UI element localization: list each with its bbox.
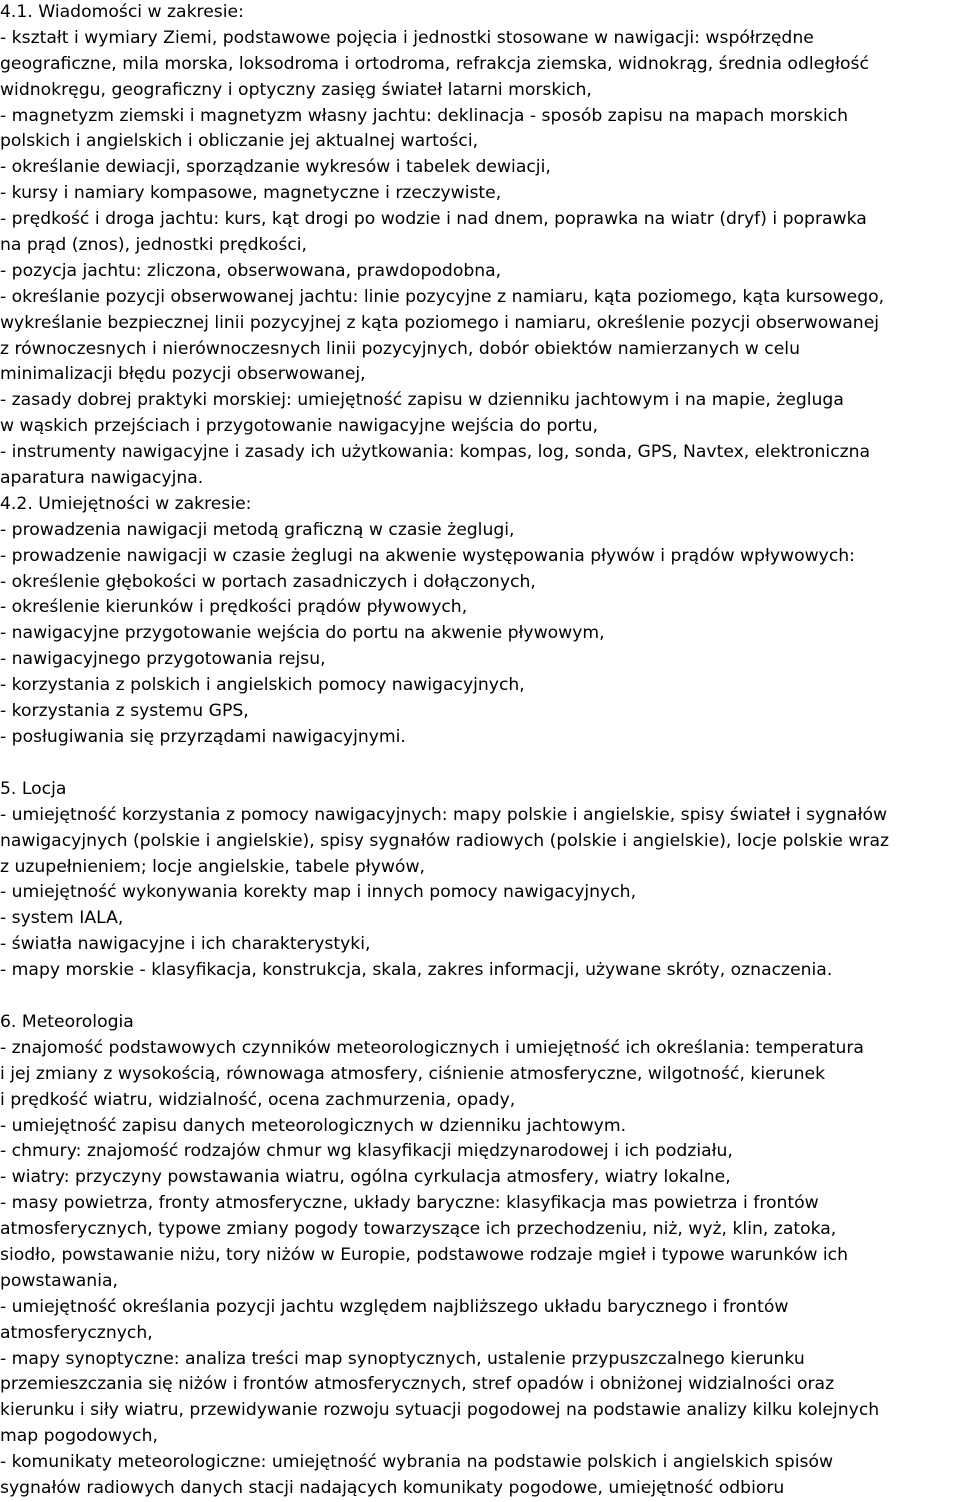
text-line bbox=[0, 751, 960, 777]
text-line: kierunku i siły wiatru, przewidywanie rozwoju sytuacji pogodowej na podstawie analizy kilku kolejnych bbox=[0, 1400, 880, 1421]
text-line: - znajomość podstawowych czynników meteorologicznych i umiejętność ich określania: temperatura bbox=[0, 1037, 864, 1058]
text-line: - magnetyzm ziemski i magnetyzm własny jachtu: deklinacja - sposób zapisu na mapach morskich bbox=[0, 105, 849, 126]
text-line: - określenie głębokości w portach zasadniczych i dołączonych, bbox=[0, 571, 536, 592]
text-line bbox=[0, 984, 960, 1010]
text-line: - system IALA, bbox=[0, 908, 124, 929]
text-line: 6. Meteorologia bbox=[0, 1011, 134, 1032]
text-line: - masy powietrza, fronty atmosferyczne, układy baryczne: klasyfikacja mas powietrza i frontów bbox=[0, 1193, 819, 1214]
text-line: aparatura nawigacyjna. bbox=[0, 468, 204, 489]
text-line: - prędkość i droga jachtu: kurs, kąt drogi po wodzie i nad dnem, poprawka na wiatr (dryf) i poprawka bbox=[0, 209, 867, 230]
text-line: - umiejętność określania pozycji jachtu względem najbliższego układu barycznego i frontów bbox=[0, 1296, 789, 1317]
text-line: - określenie kierunków i prędkości prądów pływowych, bbox=[0, 597, 468, 618]
text-line: atmosferycznych, typowe zmiany pogody towarzyszące ich przechodzeniu, niż, wyż, klin, zatoka, bbox=[0, 1219, 837, 1240]
text-line: 5. Locja bbox=[0, 778, 67, 799]
text-line: - zasady dobrej praktyki morskiej: umiejętność zapisu w dzienniku jachtowym i na mapie, żegluga bbox=[0, 390, 844, 411]
text-line: przemieszczania się niżów i frontów atmosferycznych, stref opadów i obniżonej widzialności oraz bbox=[0, 1374, 835, 1395]
text-line: - mapy morskie - klasyfikacja, konstrukcja, skala, zakres informacji, używane skróty, oznaczenia. bbox=[0, 960, 833, 981]
text-line: powstawania, bbox=[0, 1270, 118, 1291]
text-line: - prowadzenia nawigacji metodą graficzną w czasie żeglugi, bbox=[0, 519, 515, 540]
text-line: minimalizacji błędu pozycji obserwowanej, bbox=[0, 364, 366, 385]
text-line: - umiejętność korzystania z pomocy nawigacyjnych: mapy polskie i angielskie, spisy świateł i sygnałów bbox=[0, 804, 888, 825]
text-line: atmosferycznych, bbox=[0, 1322, 153, 1343]
text-line: - nawigacyjnego przygotowania rejsu, bbox=[0, 649, 326, 670]
text-line: - korzystania z polskich i angielskich pomocy nawigacyjnych, bbox=[0, 675, 525, 696]
text-line: - światła nawigacyjne i ich charakterystyki, bbox=[0, 934, 371, 955]
text-line: - mapy synoptyczne: analiza treści map synoptycznych, ustalenie przypuszczalnego kierunku bbox=[0, 1348, 805, 1369]
text-line: - kursy i namiary kompasowe, magnetyczne i rzeczywiste, bbox=[0, 183, 502, 204]
text-line: - określanie dewiacji, sporządzanie wykresów i tabelek dewiacji, bbox=[0, 157, 551, 178]
text-line: - posługiwania się przyrządami nawigacyjnymi. bbox=[0, 726, 406, 747]
text-line: - korzystania z systemu GPS, bbox=[0, 701, 249, 722]
text-line: nawigacyjnych (polskie i angielskie), spisy sygnałów radiowych (polskie i angielskie), locje polskie wraz bbox=[0, 830, 889, 851]
text-line: i jej zmiany z wysokością, równowaga atmosfery, ciśnienie atmosferyczne, wilgotność, kierunek bbox=[0, 1063, 826, 1084]
text-line: - instrumenty nawigacyjne i zasady ich użytkowania: kompas, log, sonda, GPS, Navtex, elektroniczna bbox=[0, 442, 871, 463]
text-line: - kształt i wymiary Ziemi, podstawowe pojęcia i jednostki stosowane w nawigacji: współrzędne bbox=[0, 27, 814, 48]
text-line: i prędkość wiatru, widzialność, ocena zachmurzenia, opady, bbox=[0, 1089, 516, 1110]
text-line: polskich i angielskich i obliczanie jej aktualnej wartości, bbox=[0, 131, 479, 152]
text-line: - chmury: znajomość rodzajów chmur wg klasyfikacji międzynarodowej i ich podziału, bbox=[0, 1141, 733, 1162]
text-line: na prąd (znos), jednostki prędkości, bbox=[0, 235, 308, 256]
text-line: widnokręgu, geograficzny i optyczny zasięg świateł latarni morskich, bbox=[0, 79, 592, 100]
text-line: - komunikaty meteorologiczne: umiejętność wybrania na podstawie polskich i angielskich spisów bbox=[0, 1452, 834, 1473]
text-line: - wiatry: przyczyny powstawania wiatru, ogólna cyrkulacja atmosfery, wiatry lokalne, bbox=[0, 1167, 731, 1188]
text-line: 4.2. Umiejętności w zakresie: bbox=[0, 493, 252, 514]
text-line: map pogodowych, bbox=[0, 1426, 158, 1447]
text-line: - nawigacyjne przygotowanie wejścia do portu na akwenie pływowym, bbox=[0, 623, 605, 644]
text-line: - umiejętność wykonywania korekty map i innych pomocy nawigacyjnych, bbox=[0, 882, 637, 903]
text-line: wykreślanie bezpiecznej linii pozycyjnej z kąta poziomego i namiaru, określenie pozycji obserwowanej bbox=[0, 312, 880, 333]
text-line: siodło, powstawanie niżu, tory niżów w Europie, podstawowe rodzaje mgieł i typowe warunków ich bbox=[0, 1244, 849, 1265]
text-line: - określanie pozycji obserwowanej jachtu: linie pozycyjne z namiaru, kąta poziomego, kąta kursowego, bbox=[0, 286, 885, 307]
text-line: - prowadzenie nawigacji w czasie żeglugi na akwenie występowania pływów i prądów wpływowych: bbox=[0, 545, 855, 566]
text-line: - umiejętność zapisu danych meteorologicznych w dzienniku jachtowym. bbox=[0, 1115, 627, 1136]
text-line: geograficzne, mila morska, loksodroma i ortodroma, refrakcja ziemska, widnokrąg, średnia odległość bbox=[0, 53, 869, 74]
text-line: w wąskich przejściach i przygotowanie nawigacyjne wejścia do portu, bbox=[0, 416, 598, 437]
text-line: 4.1. Wiadomości w zakresie: bbox=[0, 2, 244, 22]
text-line: - pozycja jachtu: zliczona, obserwowana, prawdopodobna, bbox=[0, 260, 502, 281]
text-line: sygnałów radiowych danych stacji nadających komunikaty pogodowe, umiejętność odbioru bbox=[0, 1477, 785, 1498]
text-line: z uzupełnieniem; locje angielskie, tabele pływów, bbox=[0, 856, 425, 877]
text-line: z równoczesnych i nierównoczesnych linii pozycyjnych, dobór obiektów namierzanych w celu bbox=[0, 338, 800, 359]
